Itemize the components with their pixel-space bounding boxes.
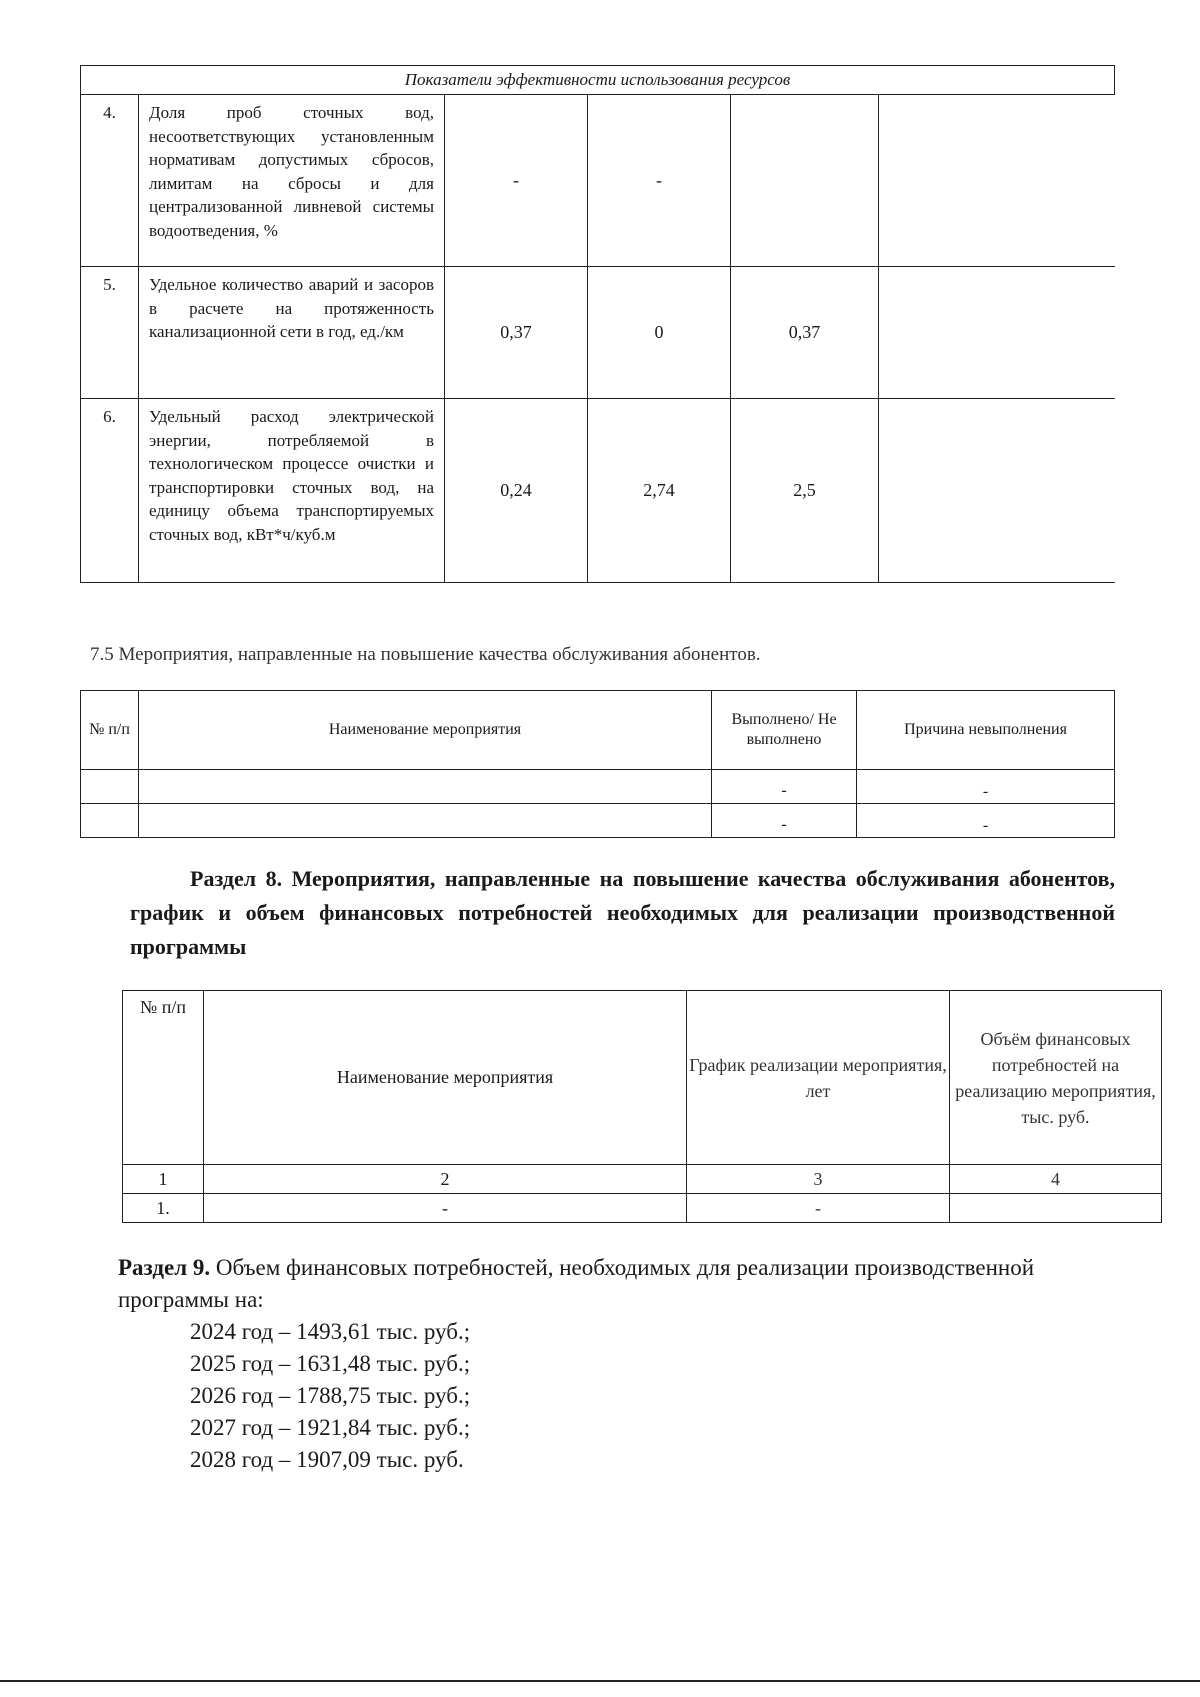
- cell-number: [81, 804, 139, 838]
- indicator-value-2: -: [588, 95, 731, 267]
- section-7-5-heading: 7.5 Мероприятия, направленные на повышение качества обслуживания абонентов.: [90, 644, 761, 665]
- section-9-intro: [118, 1252, 1118, 1316]
- table-header-row: [81, 691, 1115, 770]
- indicator-value-1: 0,37: [445, 267, 588, 399]
- empty-cell: [879, 95, 1115, 267]
- indicator-value-1: 0,24: [445, 399, 588, 583]
- table-row: [81, 770, 1115, 804]
- col-header-reason: Причина невыполнения: [857, 691, 1115, 770]
- col-header-schedule: График реализации мероприятия, лет: [687, 991, 950, 1165]
- indicators-header-row: [81, 66, 1115, 95]
- table-header-row: [123, 991, 1162, 1165]
- table-row: [81, 95, 1115, 267]
- section-9-text: Объем финансовых потребностей, необходимых для реализации производственной программы на:: [118, 1255, 1035, 1312]
- cell-name: -: [204, 1194, 687, 1223]
- column-number: 2: [204, 1165, 687, 1194]
- col-header-financial-needs: Объём финансовых потребностей на реализацию мероприятия, тыс. руб.: [950, 991, 1162, 1165]
- indicator-name: Удельный расход электрической энергии, потребляемой в технологическом процессе очистки и транспортировки сточных вод, на единицу объема транспортируемых сточных вод, кВт*ч/куб.м: [139, 399, 445, 583]
- indicator-value-1: -: [445, 95, 588, 267]
- empty-cell: [879, 267, 1115, 399]
- cell-status: -: [712, 770, 857, 804]
- column-number: 1: [123, 1165, 204, 1194]
- cell-schedule: -: [687, 1194, 950, 1223]
- section-9-title: Раздел 9.: [118, 1255, 211, 1280]
- indicators-table: [80, 65, 1115, 583]
- year-line: 2024 год – 1493,61 тыс. руб.;: [190, 1319, 471, 1344]
- col-header-number: № п/п: [81, 691, 139, 770]
- indicator-name: Удельное количество аварий и засоров в расчете на протяженность канализационной сети в год, ед./км: [139, 267, 445, 399]
- indicator-name: Доля проб сточных вод, несоответствующих установленным нормативам допустимых сбросов, лимитам на сбросы и для централизованной ливневой системы водоотведения, %: [139, 95, 445, 267]
- page-bottom-rule: [0, 1680, 1200, 1682]
- table-row: [81, 267, 1115, 399]
- column-numbers-row: [123, 1165, 1162, 1194]
- column-number: 4: [950, 1165, 1162, 1194]
- cell-name: [139, 770, 712, 804]
- row-number: 4.: [81, 95, 139, 267]
- year-line: 2027 год – 1921,84 тыс. руб.;: [190, 1415, 471, 1440]
- table-row: [81, 804, 1115, 838]
- col-header-number: № п/п: [123, 991, 204, 1165]
- indicator-value-3: [731, 95, 879, 267]
- table-row: [81, 399, 1115, 583]
- column-number: 3: [687, 1165, 950, 1194]
- col-header-status: Выполнено/ Не выполнено: [712, 691, 857, 770]
- indicator-value-3: 0,37: [731, 267, 879, 399]
- table-row: [123, 1194, 1162, 1223]
- cell-reason: -: [857, 770, 1115, 804]
- indicator-value-2: 2,74: [588, 399, 731, 583]
- section-9: [118, 1252, 1118, 1476]
- indicator-value-3: 2,5: [731, 399, 879, 583]
- row-number: 5.: [81, 267, 139, 399]
- cell-financial-needs: [950, 1194, 1162, 1223]
- year-line: 2025 год – 1631,48 тыс. руб.;: [190, 1351, 471, 1376]
- row-number: 6.: [81, 399, 139, 583]
- financial-needs-table: [122, 990, 1162, 1223]
- cell-name: [139, 804, 712, 838]
- indicators-header: Показатели эффективности использования ресурсов: [81, 66, 1115, 95]
- year-line: 2028 год – 1907,09 тыс. руб.: [190, 1447, 464, 1472]
- section-8-heading: Раздел 8. Мероприятия, направленные на повышение качества обслуживания абонентов, график и объем финансовых потребностей необходимых для реализации производственной программы: [130, 866, 1115, 959]
- financial-needs-by-year: [118, 1316, 1118, 1476]
- cell-number: [81, 770, 139, 804]
- indicator-value-2: 0: [588, 267, 731, 399]
- cell-status: -: [712, 804, 857, 838]
- cell-reason: -: [857, 804, 1115, 838]
- measures-status-table: [80, 690, 1115, 838]
- col-header-name: Наименование мероприятия: [139, 691, 712, 770]
- year-line: 2026 год – 1788,75 тыс. руб.;: [190, 1383, 471, 1408]
- cell-number: 1.: [123, 1194, 204, 1223]
- col-header-name: Наименование мероприятия: [204, 991, 687, 1165]
- empty-cell: [879, 399, 1115, 583]
